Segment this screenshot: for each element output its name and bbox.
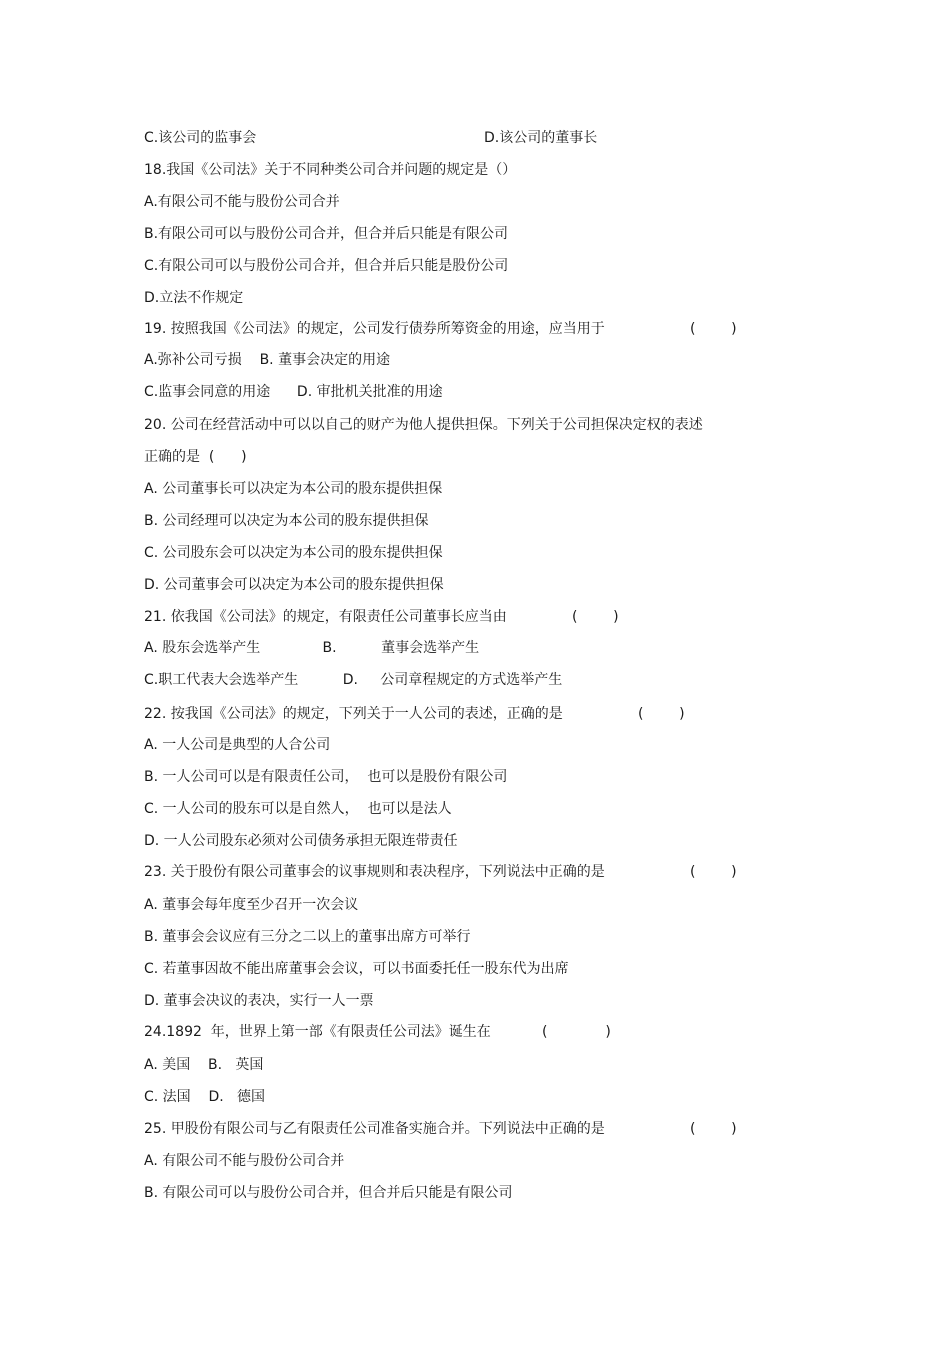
question-18: 18.我国《公司法》关于不同种类公司合并问题的规定是（） xyxy=(144,162,517,178)
options-cd-24: C. 法国 D. 德国 xyxy=(144,1089,266,1105)
option-d-17: D.该公司的董事长 xyxy=(484,130,598,146)
option-d-22: D. 一人公司股东必须对公司债务承担无限连带责任 xyxy=(144,833,458,849)
answer-blank-22: ( ) xyxy=(638,706,685,722)
option-b-18: B.有限公司可以与股份公司合并，但合并后只能是有限公司 xyxy=(144,226,509,242)
option-b-23: B. 董事会会议应有三分之二以上的董事出席方可举行 xyxy=(144,929,471,945)
answer-blank-24: ( ) xyxy=(542,1024,611,1040)
options-ab-21: A. 股东会选举产生 B. 董事会选举产生 xyxy=(144,640,480,656)
option-a-23: A. 董事会每年度至少召开一次会议 xyxy=(144,897,359,913)
answer-blank-21: ( ) xyxy=(572,609,619,625)
question-23: 23. 关于股份有限公司董事会的议事规则和表决程序，下列说法中正确的是 xyxy=(144,864,605,880)
option-c-22: C. 一人公司的股东可以是自然人， 也可以是法人 xyxy=(144,801,452,817)
question-22: 22. 按我国《公司法》的规定，下列关于一人公司的表述，正确的是 xyxy=(144,706,563,722)
option-d-23: D. 董事会决议的表决，实行一人一票 xyxy=(144,993,374,1009)
question-24: 24.1892 年，世界上第一部《有限责任公司法》诞生在 xyxy=(144,1024,491,1040)
question-21: 21. 依我国《公司法》的规定，有限责任公司董事长应当由 xyxy=(144,609,507,625)
option-b-22: B. 一人公司可以是有限责任公司， 也可以是股份有限公司 xyxy=(144,769,508,785)
question-25: 25. 甲股份有限公司与乙有限责任公司准备实施合并。下列说法中正确的是 xyxy=(144,1121,605,1137)
option-d-18: D.立法不作规定 xyxy=(144,290,244,306)
option-c-18: C.有限公司可以与股份公司合并，但合并后只能是股份公司 xyxy=(144,258,509,274)
option-a-18: A.有限公司不能与股份公司合并 xyxy=(144,194,340,210)
option-b-25: B. 有限公司可以与股份公司合并，但合并后只能是有限公司 xyxy=(144,1185,513,1201)
option-c-23: C. 若董事因故不能出席董事会会议，可以书面委托任一股东代为出席 xyxy=(144,961,569,977)
option-a-25: A. 有限公司不能与股份公司合并 xyxy=(144,1153,345,1169)
option-c-20: C. 公司股东会可以决定为本公司的股东提供担保 xyxy=(144,545,443,561)
question-19: 19. 按照我国《公司法》的规定，公司发行债券所筹资金的用途，应当用于 xyxy=(144,321,605,337)
options-ab-19: A.弥补公司亏损 B. 董事会决定的用途 xyxy=(144,352,391,368)
option-c-17: C.该公司的监事会 xyxy=(144,130,257,146)
option-b-20: B. 公司经理可以决定为本公司的股东提供担保 xyxy=(144,513,429,529)
question-20: 20. 公司在经营活动中可以以自己的财产为他人提供担保。下列关于公司担保决定权的表述 xyxy=(144,417,703,433)
options-cd-19: C.监事会同意的用途 D. 审批机关批准的用途 xyxy=(144,384,443,400)
answer-blank-25: ( ) xyxy=(690,1121,737,1137)
answer-blank-19: ( ) xyxy=(690,321,737,337)
answer-blank-23: ( ) xyxy=(690,864,737,880)
options-ab-24: A. 美国 B. 英国 xyxy=(144,1057,264,1073)
question-20-cont: 正确的是 ( ) xyxy=(144,449,247,465)
options-cd-21: C.职工代表大会选举产生 D. 公司章程规定的方式选举产生 xyxy=(144,672,563,688)
option-d-20: D. 公司董事会可以决定为本公司的股东提供担保 xyxy=(144,577,444,593)
option-a-20: A. 公司董事长可以决定为本公司的股东提供担保 xyxy=(144,481,443,497)
option-a-22: A. 一人公司是典型的人合公司 xyxy=(144,737,331,753)
